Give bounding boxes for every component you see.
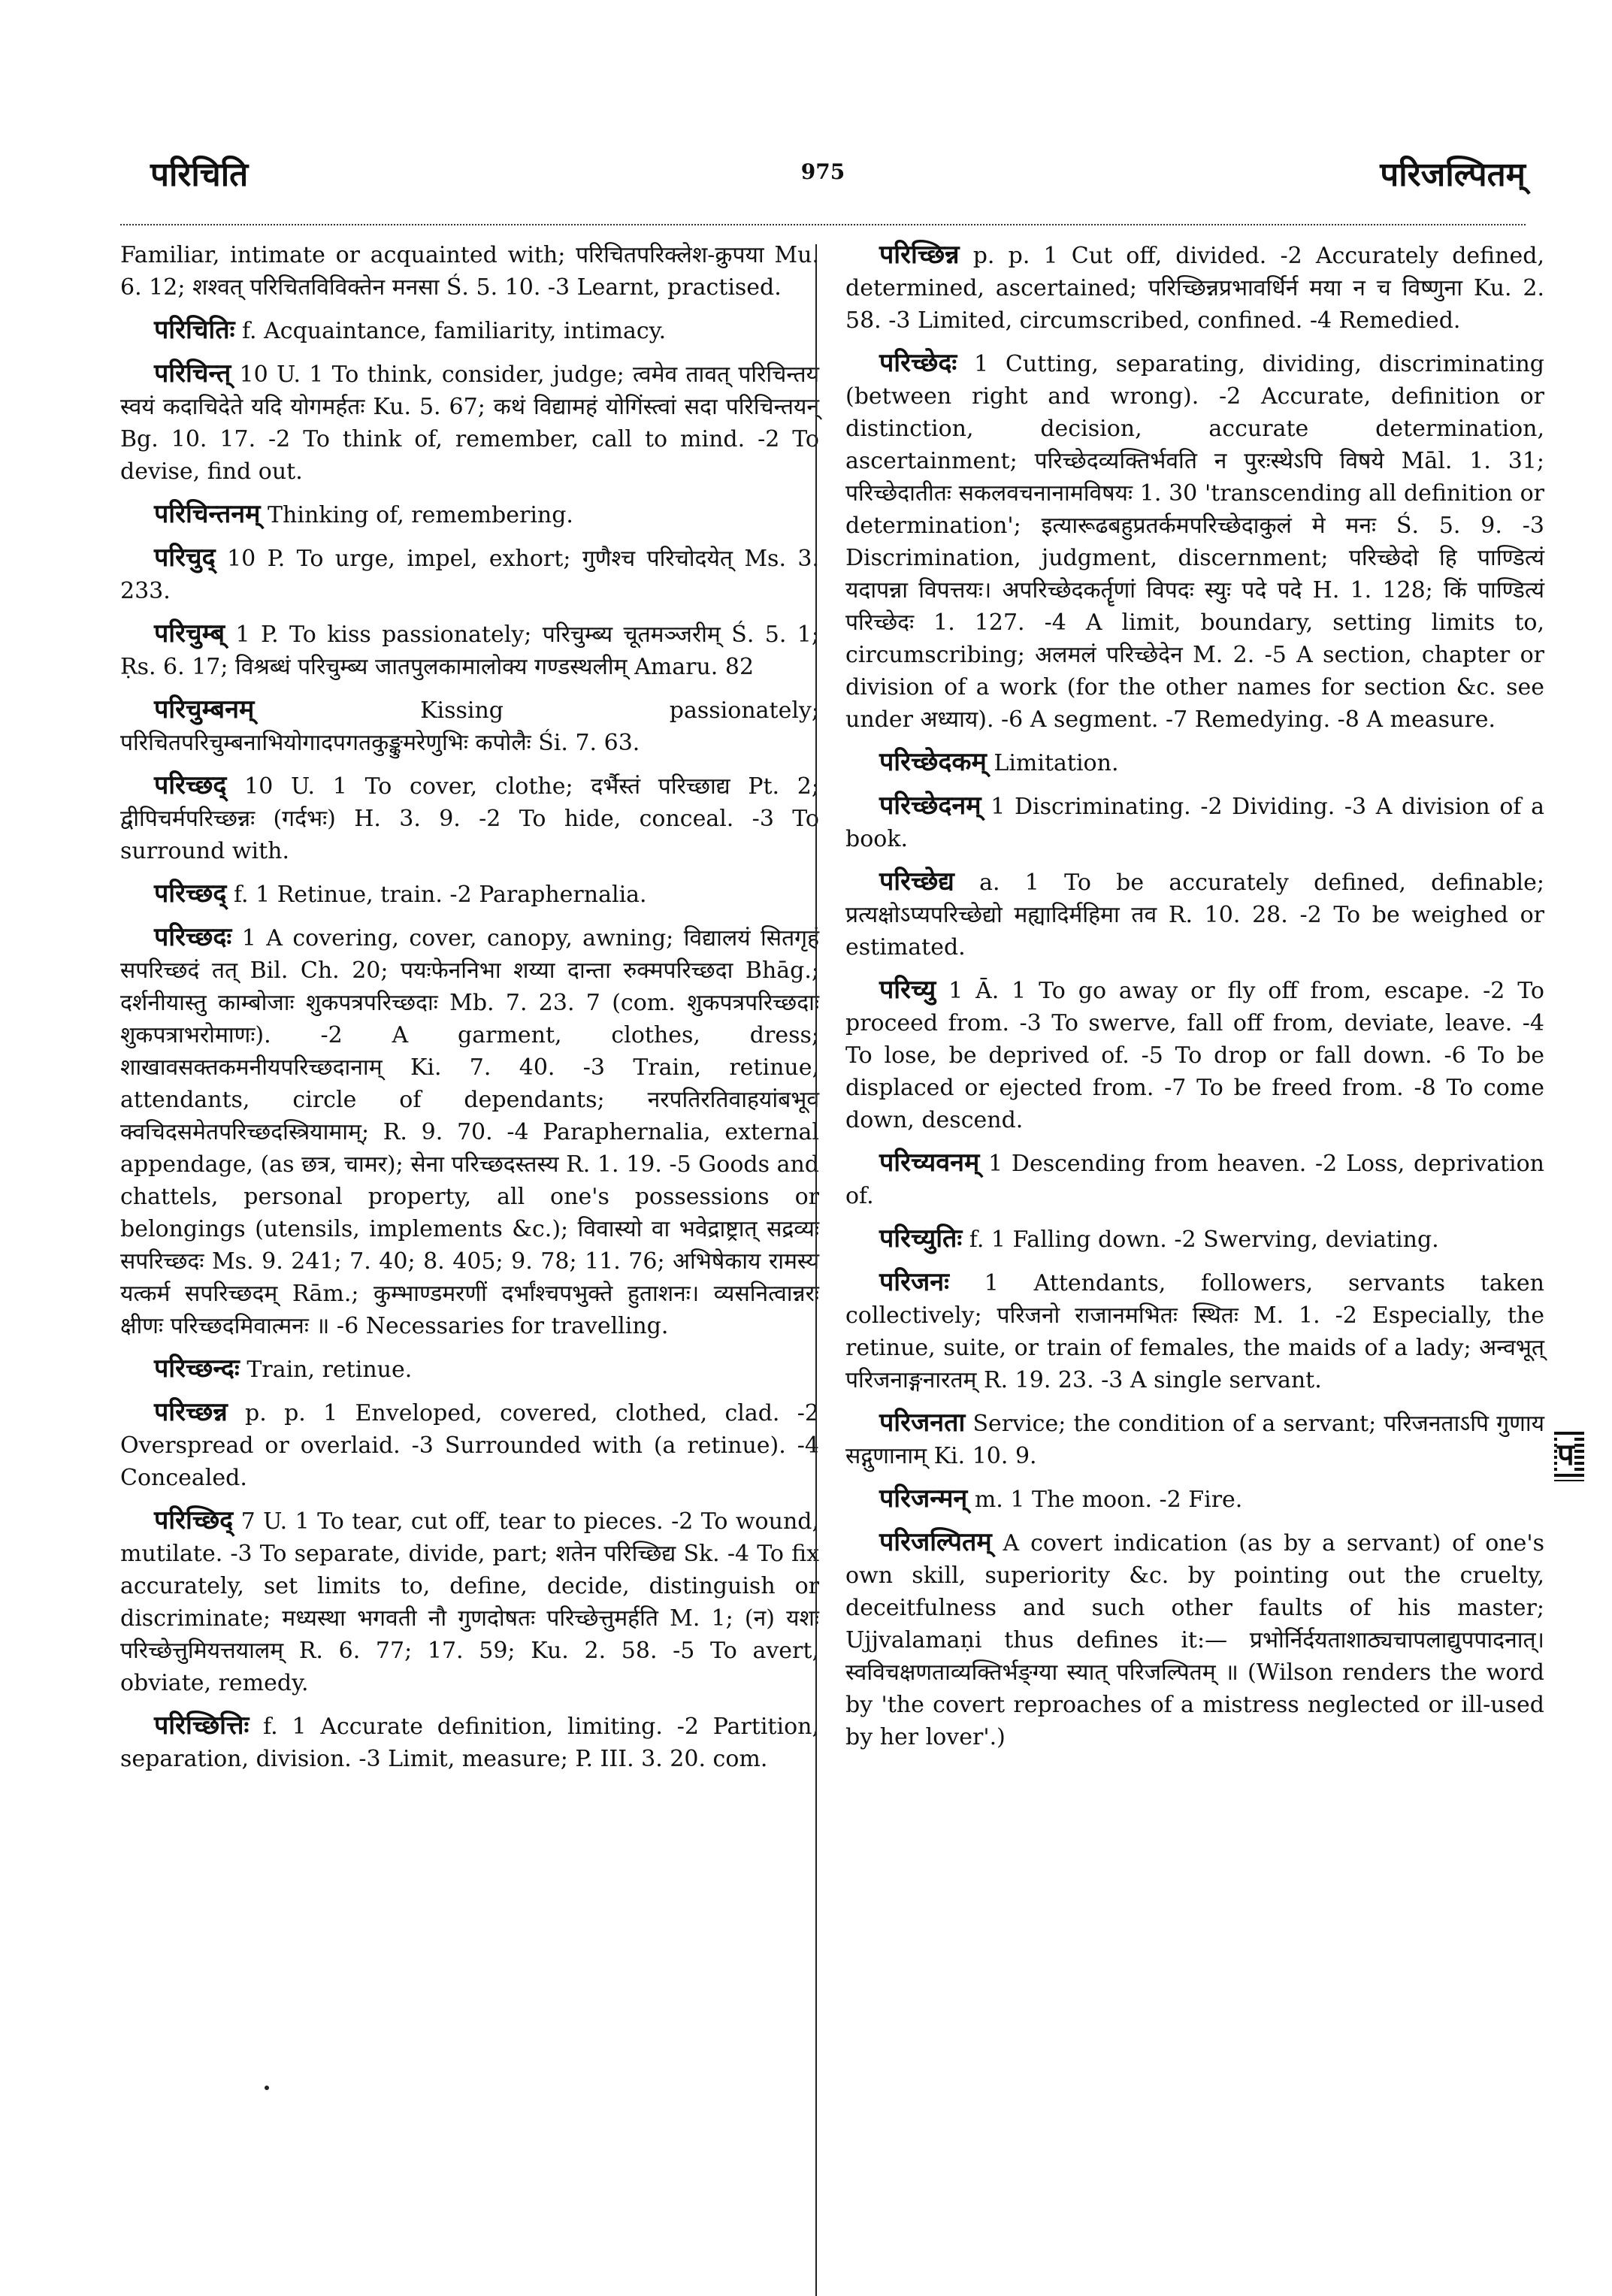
dictionary-entry xyxy=(845,746,1544,779)
entry-definition: m. 1 The moon. -2 Fire. xyxy=(967,1487,1243,1513)
dictionary-entry xyxy=(845,1526,1544,1753)
entry-headword: परिच्यवनम् xyxy=(879,1148,980,1178)
entry-headword: परिच्छिद् xyxy=(154,1505,234,1535)
entry-definition: f. 1 Falling down. -2 Swerving, deviating. xyxy=(962,1227,1439,1253)
entry-definition: 1 Descending from heaven. -2 Loss, deprivation of. xyxy=(845,1151,1544,1209)
entry-headword: परिजल्पितम् xyxy=(879,1527,992,1557)
dictionary-entry xyxy=(120,770,819,867)
entry-definition: Service; the condition of a servant; परिजनताऽपि गुणाय सद्गुणानाम् Ki. 10. 9. xyxy=(845,1411,1544,1469)
dictionary-entry xyxy=(845,1223,1544,1256)
header-right-guide-word: परिजल्पितम् xyxy=(1380,156,1526,194)
entry-headword: परिच्छेदः xyxy=(879,348,957,378)
dictionary-entry xyxy=(120,921,819,1342)
entry-definition: Thinking of, remembering. xyxy=(260,502,573,528)
dictionary-entry xyxy=(120,358,819,488)
entry-headword: परिच्छेदनम् xyxy=(879,791,981,821)
entry-definition: p. p. 1 Enveloped, covered, clothed, clad. -2 Overspread or overlaid. -3 Surrounded with (a retinue). -4 Concealed. xyxy=(120,1400,819,1491)
dictionary-entry xyxy=(120,239,819,304)
dictionary-entry xyxy=(120,618,819,683)
entry-headword: परिचिन्त् xyxy=(154,358,231,389)
entry-headword: परिजनता xyxy=(879,1408,966,1438)
column-divider xyxy=(815,244,817,2296)
dictionary-entry xyxy=(845,974,1544,1136)
right-column xyxy=(845,239,1544,1764)
dictionary-entry xyxy=(120,1505,819,1699)
entry-headword: परिच्छित्तिः xyxy=(154,1711,250,1741)
entry-headword: परिचितिः xyxy=(154,315,235,345)
dictionary-entry xyxy=(845,347,1544,736)
entry-headword: परिच्छन्दः xyxy=(154,1354,240,1384)
entry-headword: परिच्छदः xyxy=(154,922,232,952)
dictionary-entry xyxy=(845,1483,1544,1516)
entry-headword: परिचिन्तनम् xyxy=(154,499,261,529)
entry-definition: f. 1 Retinue, train. -2 Paraphernalia. xyxy=(226,882,647,908)
dictionary-entry xyxy=(120,314,819,347)
entry-definition: 10 U. 1 To think, consider, judge; त्वमेव तावत् परिचिन्तय स्वयं कदाचिदेते यदि योगमर्हतः Ku. 5. 67; कथं विद्यामहं योगिंस्त्वां सदा परिचिन्तयन् Bg. 10. 17. -2 To think of, remember, call to mind. -2 To devise, find out. xyxy=(120,361,819,485)
entry-definition: 10 P. To urge, impel, exhort; गुणैश्च परिचोदयेत् Ms. 3. 233. xyxy=(120,546,819,604)
entry-definition: a. 1 To be accurately defined, definable; प्रत्यक्षोऽप्यपरिच्छेद्यो मह्यादिर्महिमा तव R. 10. 28. -2 To be weighed or estimated. xyxy=(845,870,1544,960)
entry-definition: 1 Attendants, followers, servants taken collectively; परिजनो राजानमभितः स्थितः M. 1. -2 Especially, the retinue, suite, or train of females, the maids of a lady; अन्वभूत् परिजनाङ्गनारतम् R. 19. 23. -3 A single servant. xyxy=(845,1270,1544,1393)
dictionary-entry xyxy=(120,694,819,759)
entry-headword: परिजन्मन् xyxy=(879,1484,968,1514)
dictionary-entry xyxy=(120,498,819,531)
entry-definition: Limitation. xyxy=(986,750,1119,776)
header-rule xyxy=(120,224,1526,225)
entry-definition: Familiar, intimate or acquainted with; परिचितपरिक्लेश-क्रुपया Mu. 6. 12; शश्वत् परिचितविविक्तेन मनसा Ś. 5. 10. -3 Learnt, practised. xyxy=(120,242,819,301)
entry-definition: 7 U. 1 To tear, cut off, tear to pieces. -2 To wound, mutilate. -3 To separate, divide, part; शतेन परिच्छिद्य Sk. -4 To fix accurately, set limits to, define, decide, distinguish or discriminate; मध्यस्था भगवती नौ गुणदोषतः परिच्छेत्तुमर्हति M. 1; (न) यशः परिच्छेत्तुमियत्तयालम् R. 6. 77; 17. 59; Ku. 2. 58. -5 To avert, obviate, remedy. xyxy=(120,1508,819,1696)
entry-definition: A covert indication (as by a servant) of one's own skill, superiority &c. by pointing out the cruelty, deceitfulness and such other faults of his master; Ujjvalamaṇi thus defines it:— प्रभोर्निर्दयताशाठ्यचापलाद्युपपादनात्। स्वविचक्षणताव्यक्तिर्भङ्ग्या स्यात् परिजल्पितम् ॥ (Wilson renders the word by 'the covert reproaches of a mistress neglected or ill-used by her lover'.) xyxy=(845,1530,1544,1750)
dictionary-entry xyxy=(845,1407,1544,1472)
entry-headword: परिचुम्बनम् xyxy=(154,694,255,724)
dictionary-entry xyxy=(845,1147,1544,1212)
entry-definition: 1 Discriminating. -2 Dividing. -3 A division of a book. xyxy=(845,794,1544,852)
entry-definition: Train, retinue. xyxy=(239,1357,413,1383)
entry-headword: परिजनः xyxy=(879,1267,949,1297)
left-column xyxy=(120,239,819,1786)
entry-definition: Kissing passionately; परिचितपरिचुम्बनाभियोगादपगतकुङ्कुमरेणुभिः कपोलैः Śi. 7. 63. xyxy=(120,697,819,756)
entry-definition: 1 Cutting, separating, dividing, discriminating (between right and wrong). -2 Accurate, definition or distinction, decision, accurate determination, ascertainment; परिच्छेदव्यक्तिर्भवति न पुरःस्थेऽपि विषये Māl. 1. 31; परिच्छेदातीतः सकलवचनानामविषयः 1. 30 'transcending all definition or determination'; इत्यारूढबहुप्रतर्कमपरिच्छेदाकुलं मे मनः Ś. 5. 9. -3 Discrimination, judgment, discernment; परिच्छेदो हि पाण्डित्यं यदापन्ना विपत्तयः। अपरिच्छेदकर्तॄणां विपदः स्युः पदे पदे H. 1. 128; किं पाण्डित्यं परिच्छेदः 1. 127. -4 A limit, boundary, setting limits to, circumscribing; अलमलं परिच्छेदेन M. 2. -5 A section, chapter or division of a work (for the other names for section &c. see under अध्याय). -6 A segment. -7 Remedying. -8 A measure. xyxy=(845,351,1544,733)
dictionary-entry xyxy=(845,790,1544,855)
thumb-index-tab xyxy=(1554,1432,1584,1481)
dictionary-entry xyxy=(845,239,1544,337)
entry-headword: परिच्छद् xyxy=(154,879,227,909)
entry-definition: f. 1 Accurate definition, limiting. -2 Partition, separation, division. -3 Limit, measure; P. III. 3. 20. com. xyxy=(120,1714,819,1772)
dictionary-entry xyxy=(120,878,819,911)
page-number: 975 xyxy=(800,159,845,184)
entry-headword: परिच्यु xyxy=(879,975,936,1005)
entry-headword: परिचुद् xyxy=(154,543,216,573)
entry-definition: 1 Ā. 1 To go away or fly off from, escape. -2 To proceed from. -3 To swerve, fall off from, deviate, leave. -4 To lose, be deprived of. -5 To drop or fall down. -6 To be displaced or ejected from. -7 To be freed from. -8 To come down, descend. xyxy=(845,978,1544,1133)
dictionary-entry xyxy=(120,1710,819,1775)
entry-headword: परिच्युतिः xyxy=(879,1224,963,1254)
entry-headword: परिचुम्ब् xyxy=(154,619,225,649)
entry-headword: परिच्छेदकम् xyxy=(879,747,987,777)
entry-definition: 1 A covering, cover, canopy, awning; विद्यालयं सितगृहं सपरिच्छदं तत् Bil. Ch. 20; पयःफेननिभा शय्या दान्ता रुक्मपरिच्छदा Bhāg.; दर्शनीयास्तु काम्बोजाः शुकपत्रपरिच्छदाः Mb. 7. 23. 7 (com. शुकपत्रपरिच्छदाः शुकपत्राभरोमाणः). -2 A garment, clothes, dress; शाखावसक्तकमनीयपरिच्छदानाम् Ki. 7. 40. -3 Train, retinue, attendants, circle of dependants; नरपतिरतिवाहयांबभूव क्वचिदसमेतपरिच्छदस्त्रियामाम्; R. 9. 70. -4 Paraphernalia, external appendage, (as छत्र, चामर); सेना परिच्छदस्तस्य R. 1. 19. -5 Goods and chattels, personal property, all one's possessions or belongings (utensils, implements &c.); विवास्यो वा भवेद्राष्ट्रात् सद्रव्यः सपरिच्छदः Ms. 9. 241; 7. 40; 8. 405; 9. 78; 11. 76; अभिषेकाय रामस्य यत्कर्म सपरिच्छदम् Rām.; कुम्भाण्डमरणीं दर्भांश्चपभुक्ते हुताशनः। व्यसनित्वान्नरः क्षीणः परिच्छदमिवात्मनः ॥ -6 Necessaries for travelling. xyxy=(120,925,819,1339)
dictionary-entry xyxy=(845,1266,1544,1396)
page-header xyxy=(120,150,1526,210)
entry-headword: परिच्छद् xyxy=(154,770,227,800)
dictionary-entry xyxy=(120,542,819,607)
entry-definition: f. Acquaintance, familiarity, intimacy. xyxy=(234,318,667,344)
dictionary-entry xyxy=(845,866,1544,963)
thumb-index-letter: प xyxy=(1557,1437,1574,1472)
dictionary-entry xyxy=(120,1396,819,1494)
entry-headword: परिच्छेद्य xyxy=(879,867,954,897)
header-left-guide-word: परिचिति xyxy=(150,156,249,194)
dictionary-entry xyxy=(120,1353,819,1386)
entry-headword: परिच्छन्न xyxy=(154,1397,228,1427)
entry-definition: p. p. 1 Cut off, divided. -2 Accurately defined, determined, ascertained; परिच्छिन्नप्रभावर्धिर्न मया न च विष्णुना Ku. 2. 58. -3 Limited, circumscribed, confined. -4 Remedied. xyxy=(845,243,1544,334)
entry-headword: परिच्छिन्न xyxy=(879,240,960,270)
entry-definition: 10 U. 1 To cover, clothe; दर्भैस्तं परिच्छाद्य Pt. 2; द्वीपिचर्मपरिच्छन्नः (गर्दभः) H. 3. 9. -2 To hide, conceal. -3 To surround with. xyxy=(120,773,819,864)
print-speck xyxy=(265,2086,269,2090)
entry-definition: 1 P. To kiss passionately; परिचुम्ब्य चूतमञ्जरीम् Ś. 5. 1; Ṛs. 6. 17; विश्रब्धं परिचुम्ब्य जातपुलकामालोक्य गण्डस्थलीम् Amaru. 82 xyxy=(120,622,819,680)
